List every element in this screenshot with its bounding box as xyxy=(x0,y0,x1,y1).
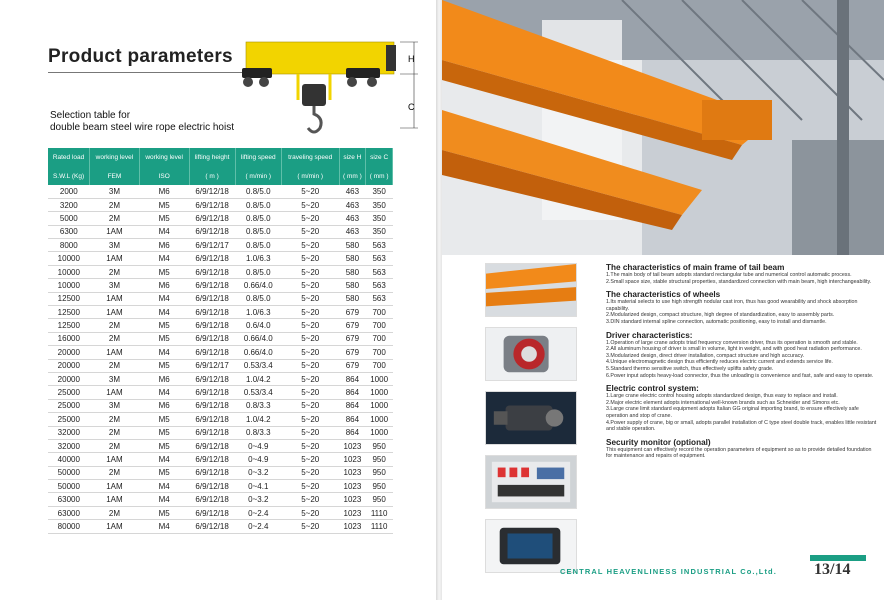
table-cell: 6/9/12/18 xyxy=(189,466,235,479)
table-row xyxy=(48,279,393,292)
table-cell: 0.8/5.0 xyxy=(235,292,281,305)
table-cell: 32000 xyxy=(48,439,90,452)
table-cell: 1AM xyxy=(90,292,140,305)
table-cell: 350 xyxy=(366,198,393,211)
dim-c-label: C xyxy=(408,102,415,112)
table-cell: 5~20 xyxy=(281,265,339,278)
table-cell: 5~20 xyxy=(281,480,339,493)
table-cell: 1110 xyxy=(366,506,393,519)
table-cell: 5~20 xyxy=(281,413,339,426)
table-cell: M5 xyxy=(139,319,189,332)
table-cell: 20000 xyxy=(48,372,90,385)
table-cell: M5 xyxy=(139,359,189,372)
section-body: 1.Its material selects to use high strength nodular cast iron, thus has good wearability and shock absorption capability. 2.Modularized design, compact structure, high degree of standardization, easy to assembly parts. 3.DIN standard internal spline connection, automatic positioning, easy to install and dismantle. xyxy=(606,299,858,325)
table-cell: 563 xyxy=(366,279,393,292)
thumbnail-column xyxy=(485,263,577,583)
table-cell: 6/9/12/18 xyxy=(189,252,235,265)
table-cell: 3M xyxy=(90,185,140,198)
table-cell: 679 xyxy=(339,319,366,332)
table-row xyxy=(48,239,393,252)
table-cell: 3200 xyxy=(48,198,90,211)
table-row xyxy=(48,359,393,372)
table-cell: 1AM xyxy=(90,346,140,359)
table-cell: 3M xyxy=(90,279,140,292)
table-cell: 6/9/12/18 xyxy=(189,265,235,278)
table-cell: 864 xyxy=(339,426,366,439)
table-cell: 5000 xyxy=(48,212,90,225)
table-cell: 5~20 xyxy=(281,319,339,332)
table-body xyxy=(48,185,393,533)
table-cell: M5 xyxy=(139,265,189,278)
table-cell: 5~20 xyxy=(281,306,339,319)
table-cell: 0~4.1 xyxy=(235,480,281,493)
table-cell: 350 xyxy=(366,212,393,225)
table-cell: 5~20 xyxy=(281,292,339,305)
table-cell: 6/9/12/18 xyxy=(189,439,235,452)
table-cell: 50000 xyxy=(48,466,90,479)
table-cell: M4 xyxy=(139,225,189,238)
section-title: The characteristics of wheels xyxy=(606,290,721,300)
table-cell: 5~20 xyxy=(281,520,339,533)
table-cell: 10000 xyxy=(48,279,90,292)
table-cell: 700 xyxy=(366,332,393,345)
table-cell: 16000 xyxy=(48,332,90,345)
table-cell: M4 xyxy=(139,453,189,466)
right-page xyxy=(442,0,884,600)
security-monitor-photo xyxy=(485,519,577,573)
table-cell: 63000 xyxy=(48,493,90,506)
table-cell: 1AM xyxy=(90,386,140,399)
table-cell: 2M xyxy=(90,212,140,225)
table-cell: 679 xyxy=(339,359,366,372)
table-cell: 6/9/12/18 xyxy=(189,399,235,412)
table-cell: 6/9/12/18 xyxy=(189,506,235,519)
company-name: CENTRAL HEAVENLINESS INDUSTRIAL Co.,Ltd. xyxy=(560,567,777,576)
th-size-c: size C xyxy=(366,148,393,167)
th-sub-fem: FEM xyxy=(90,167,140,185)
table-cell: 2M xyxy=(90,319,140,332)
table-cell: 0.53/3.4 xyxy=(235,386,281,399)
table-cell: M6 xyxy=(139,399,189,412)
table-cell: 5~20 xyxy=(281,279,339,292)
table-cell: 2M xyxy=(90,265,140,278)
table-cell: 63000 xyxy=(48,506,90,519)
table-cell: 1023 xyxy=(339,480,366,493)
table-cell: 50000 xyxy=(48,480,90,493)
table-cell: 580 xyxy=(339,292,366,305)
table-cell: 563 xyxy=(366,239,393,252)
th-sub-m: ( m ) xyxy=(189,167,235,185)
th-traveling-speed: traveling speed xyxy=(281,148,339,167)
table-cell: 563 xyxy=(366,292,393,305)
table-cell: M5 xyxy=(139,506,189,519)
table-cell: 5~20 xyxy=(281,372,339,385)
table-cell: 6/9/12/18 xyxy=(189,453,235,466)
table-cell: 80000 xyxy=(48,520,90,533)
table-cell: 580 xyxy=(339,252,366,265)
table-cell: 2M xyxy=(90,332,140,345)
tail-beam-photo xyxy=(485,263,577,317)
table-cell: M5 xyxy=(139,332,189,345)
table-cell: 700 xyxy=(366,306,393,319)
th-sub-mm-c: ( mm ) xyxy=(366,167,393,185)
table-cell: 950 xyxy=(366,466,393,479)
table-cell: 700 xyxy=(366,319,393,332)
table-cell: M5 xyxy=(139,212,189,225)
section-title: Security monitor (optional) xyxy=(606,437,711,447)
table-row xyxy=(48,306,393,319)
table-cell: 3M xyxy=(90,372,140,385)
table-cell: 950 xyxy=(366,493,393,506)
section-body: This equipment can effectively record the operation parameters of equipment so as to provide detailed foundation for maintenance and repairs of equipment. xyxy=(606,446,872,460)
table-cell: 2M xyxy=(90,359,140,372)
table-row xyxy=(48,265,393,278)
table-cell: M5 xyxy=(139,426,189,439)
table-cell: 1.0/6.3 xyxy=(235,306,281,319)
table-row xyxy=(48,225,393,238)
table-cell: 2M xyxy=(90,506,140,519)
table-cell: 0.8/3.3 xyxy=(235,426,281,439)
table-cell: 6/9/12/18 xyxy=(189,279,235,292)
table-cell: 5~20 xyxy=(281,466,339,479)
table-cell: 25000 xyxy=(48,413,90,426)
table-row xyxy=(48,493,393,506)
table-cell: 32000 xyxy=(48,426,90,439)
table-cell: 1023 xyxy=(339,506,366,519)
table-cell: 5~20 xyxy=(281,212,339,225)
table-cell: 5~20 xyxy=(281,439,339,452)
table-cell: 0.53/3.4 xyxy=(235,359,281,372)
page-number: 13/14 xyxy=(814,561,851,578)
table-cell: 950 xyxy=(366,453,393,466)
table-cell: 950 xyxy=(366,480,393,493)
table-cell: M5 xyxy=(139,466,189,479)
table-row xyxy=(48,506,393,519)
table-cell: M4 xyxy=(139,306,189,319)
table-cell: 6/9/12/18 xyxy=(189,292,235,305)
table-row xyxy=(48,292,393,305)
table-cell: 6/9/12/17 xyxy=(189,359,235,372)
table-cell: 6/9/12/18 xyxy=(189,426,235,439)
table-cell: 700 xyxy=(366,359,393,372)
table-cell: 1000 xyxy=(366,372,393,385)
table-cell: 864 xyxy=(339,372,366,385)
crane-photo xyxy=(442,0,884,255)
table-cell: M6 xyxy=(139,279,189,292)
table-cell: 580 xyxy=(339,265,366,278)
table-cell: 0.6/4.0 xyxy=(235,319,281,332)
table-cell: 1AM xyxy=(90,252,140,265)
table-cell: 6/9/12/18 xyxy=(189,225,235,238)
parameters-table xyxy=(48,148,393,534)
table-cell: 10000 xyxy=(48,265,90,278)
driver-motor-photo xyxy=(485,391,577,445)
table-cell: 864 xyxy=(339,413,366,426)
table-cell: 3M xyxy=(90,399,140,412)
table-cell: 5~20 xyxy=(281,453,339,466)
table-cell: M4 xyxy=(139,493,189,506)
table-cell: M4 xyxy=(139,386,189,399)
table-row xyxy=(48,332,393,345)
table-cell: 6/9/12/18 xyxy=(189,413,235,426)
dim-h-label: H xyxy=(408,54,415,64)
table-cell: 6/9/12/18 xyxy=(189,386,235,399)
table-cell: 2M xyxy=(90,439,140,452)
table-cell: M4 xyxy=(139,292,189,305)
table-row xyxy=(48,399,393,412)
table-cell: 5~20 xyxy=(281,506,339,519)
table-cell: 12500 xyxy=(48,306,90,319)
th-working-level-iso: working level xyxy=(139,148,189,167)
page-title: Product parameters xyxy=(48,46,233,67)
table-cell: M6 xyxy=(139,372,189,385)
table-cell: M4 xyxy=(139,346,189,359)
subtitle-line-2: double beam steel wire rope electric hoist xyxy=(50,122,234,133)
section-body: 1.Operation of large crane adopts triad frequency conversion driver, thus its operation is smooth and stable. 2.All aluminum housing of driver is small in volume, light in weight, and with good heat radiation performance. 3.Modularized design, direct driver installation, compact structure and high accuracy. 4.Unique electromagnetic design thus efficiently reduces electric current and extends service life. 5.Standard thermo sensitive switch, thus effectively uplifts safety grade. 6.Power input adopts heavy-load connector, thus the unloading is convenience and fast, safe and easy to operate. xyxy=(606,339,874,379)
table-cell: 20000 xyxy=(48,346,90,359)
table-row xyxy=(48,319,393,332)
table-cell: 580 xyxy=(339,239,366,252)
table-cell: 2M xyxy=(90,198,140,211)
table-cell: 1023 xyxy=(339,493,366,506)
table-cell: 1.0/4.2 xyxy=(235,372,281,385)
table-cell: 0~3.2 xyxy=(235,466,281,479)
table-cell: 6/9/12/18 xyxy=(189,306,235,319)
table-cell: 463 xyxy=(339,225,366,238)
table-row xyxy=(48,453,393,466)
table-row xyxy=(48,413,393,426)
table-cell: 5~20 xyxy=(281,426,339,439)
subtitle-line-1: Selection table for xyxy=(50,110,131,121)
table-cell: 0.8/5.0 xyxy=(235,225,281,238)
table-cell: 6/9/12/18 xyxy=(189,493,235,506)
table-cell: 0.8/5.0 xyxy=(235,185,281,198)
table-row xyxy=(48,212,393,225)
table-cell: 0.8/5.0 xyxy=(235,265,281,278)
table-row xyxy=(48,439,393,452)
table-cell: 3M xyxy=(90,239,140,252)
table-subheader-row xyxy=(48,167,393,185)
table-cell: 0.66/4.0 xyxy=(235,346,281,359)
table-row xyxy=(48,480,393,493)
left-page xyxy=(0,0,436,600)
table-cell: 6/9/12/18 xyxy=(189,346,235,359)
table-cell: 5~20 xyxy=(281,386,339,399)
table-cell: 1000 xyxy=(366,399,393,412)
table-cell: 5~20 xyxy=(281,346,339,359)
table-cell: 350 xyxy=(366,225,393,238)
th-rated-load: Rated load xyxy=(48,148,90,167)
table-cell: 10000 xyxy=(48,252,90,265)
table-cell: 0.66/4.0 xyxy=(235,332,281,345)
table-cell: 8000 xyxy=(48,239,90,252)
table-cell: 6/9/12/18 xyxy=(189,185,235,198)
table-header-row xyxy=(48,148,393,167)
table-cell: 679 xyxy=(339,346,366,359)
table-cell: 700 xyxy=(366,346,393,359)
table-cell: 5~20 xyxy=(281,185,339,198)
th-working-level-fem: working level xyxy=(90,148,140,167)
table-cell: 0.8/5.0 xyxy=(235,239,281,252)
table-row xyxy=(48,252,393,265)
table-cell: M5 xyxy=(139,439,189,452)
table-row xyxy=(48,386,393,399)
table-row xyxy=(48,185,393,198)
table-cell: 0~4.9 xyxy=(235,439,281,452)
section-body: 1.The main body of tail beam adopts standard rectangular tube and numerical control automatic process. 2.Small space size, stable structural properties, standardized connection with main beam, high interchangeability. xyxy=(606,272,872,285)
table-cell: 563 xyxy=(366,252,393,265)
hoist-diagram xyxy=(238,38,438,138)
table-cell: 1AM xyxy=(90,453,140,466)
table-cell: 6/9/12/18 xyxy=(189,212,235,225)
th-sub-mm-h: ( mm ) xyxy=(339,167,366,185)
section-title: Driver characteristics: xyxy=(606,330,693,340)
section-title: Electric control system: xyxy=(606,384,699,394)
table-cell: 25000 xyxy=(48,386,90,399)
table-cell: 1AM xyxy=(90,520,140,533)
table-cell: 12500 xyxy=(48,319,90,332)
table-cell: 463 xyxy=(339,212,366,225)
table-cell: 1000 xyxy=(366,413,393,426)
table-row xyxy=(48,466,393,479)
table-cell: 5~20 xyxy=(281,359,339,372)
table-cell: 1AM xyxy=(90,306,140,319)
table-cell: 5~20 xyxy=(281,493,339,506)
table-cell: M4 xyxy=(139,252,189,265)
table-cell: 1AM xyxy=(90,493,140,506)
table-cell: 6/9/12/18 xyxy=(189,332,235,345)
table-cell: 6/9/12/18 xyxy=(189,480,235,493)
table-cell: 0~2.4 xyxy=(235,506,281,519)
table-cell: 679 xyxy=(339,306,366,319)
table-cell: M6 xyxy=(139,239,189,252)
table-cell: 5~20 xyxy=(281,225,339,238)
wheel-photo xyxy=(485,327,577,381)
table-row xyxy=(48,426,393,439)
table-cell: 6/9/12/17 xyxy=(189,239,235,252)
table-cell: 5~20 xyxy=(281,332,339,345)
table-cell: 0~3.2 xyxy=(235,493,281,506)
table-cell: 25000 xyxy=(48,399,90,412)
table-cell: 0.66/4.0 xyxy=(235,279,281,292)
table-cell: 0.8/5.0 xyxy=(235,212,281,225)
table-cell: 5~20 xyxy=(281,239,339,252)
table-row xyxy=(48,198,393,211)
table-cell: 864 xyxy=(339,399,366,412)
table-cell: 1AM xyxy=(90,480,140,493)
table-cell: 6/9/12/18 xyxy=(189,372,235,385)
th-sub-iso: ISO xyxy=(139,167,189,185)
table-cell: 2000 xyxy=(48,185,90,198)
table-cell: 0.8/3.3 xyxy=(235,399,281,412)
table-cell: M6 xyxy=(139,185,189,198)
th-size-h: size H xyxy=(339,148,366,167)
characteristics-content xyxy=(606,262,878,465)
table-subtitle xyxy=(50,110,234,134)
table-cell: M4 xyxy=(139,480,189,493)
table-cell: 2M xyxy=(90,466,140,479)
table-cell: 0~4.9 xyxy=(235,453,281,466)
table-cell: 6/9/12/18 xyxy=(189,319,235,332)
table-cell: 1.0/6.3 xyxy=(235,252,281,265)
table-cell: 1110 xyxy=(366,520,393,533)
section-body: 1.Large crane electric control housing adopts standardized design, thus easy to replace and install. 2.Major electric element adopts international well-known brands such as Schneider and Simons etc. 3.Large crane limit standard equipment adopts Italian GG original importing brand, to ensure effectively safe operation and stop of crane. 4.Power supply of crane, big or small, adopts parallel installation of C type steel double track, enables little resistant and stable operation. xyxy=(606,393,877,433)
table-cell: 5~20 xyxy=(281,399,339,412)
th-sub-mmin-lift: ( m/min ) xyxy=(235,167,281,185)
table-cell: 679 xyxy=(339,332,366,345)
table-row xyxy=(48,520,393,533)
th-sub-swl: S.W.L (Kg) xyxy=(48,167,90,185)
table-cell: 6300 xyxy=(48,225,90,238)
table-cell: 0.8/5.0 xyxy=(235,198,281,211)
th-lifting-height: lifting height xyxy=(189,148,235,167)
table-cell: 864 xyxy=(339,386,366,399)
table-cell: 463 xyxy=(339,185,366,198)
table-cell: 6/9/12/18 xyxy=(189,198,235,211)
table-cell: 1AM xyxy=(90,225,140,238)
electric-control-photo xyxy=(485,455,577,509)
table-cell: 1000 xyxy=(366,386,393,399)
table-cell: 12500 xyxy=(48,292,90,305)
table-cell: 6/9/12/18 xyxy=(189,520,235,533)
table-cell: 5~20 xyxy=(281,198,339,211)
table-cell: 1023 xyxy=(339,466,366,479)
table-cell: 563 xyxy=(366,265,393,278)
table-cell: 2M xyxy=(90,413,140,426)
table-row xyxy=(48,372,393,385)
table-cell: M4 xyxy=(139,520,189,533)
table-cell: 5~20 xyxy=(281,252,339,265)
table-cell: 40000 xyxy=(48,453,90,466)
table-row xyxy=(48,346,393,359)
table-cell: 580 xyxy=(339,279,366,292)
section-title: The characteristics of main frame of tail beam xyxy=(606,263,785,272)
table-cell: 1023 xyxy=(339,439,366,452)
table-cell: M5 xyxy=(139,413,189,426)
table-cell: 1023 xyxy=(339,453,366,466)
th-sub-mmin-travel: ( m/min ) xyxy=(281,167,339,185)
table-cell: 0~2.4 xyxy=(235,520,281,533)
table-cell: 950 xyxy=(366,439,393,452)
table-cell: 20000 xyxy=(48,359,90,372)
th-lifting-speed: lifting speed xyxy=(235,148,281,167)
title-underline xyxy=(48,72,243,73)
table-cell: 2M xyxy=(90,426,140,439)
table-cell: 1023 xyxy=(339,520,366,533)
table-cell: 1000 xyxy=(366,426,393,439)
table-cell: M5 xyxy=(139,198,189,211)
table-cell: 463 xyxy=(339,198,366,211)
table-cell: 350 xyxy=(366,185,393,198)
table-cell: 1.0/4.2 xyxy=(235,413,281,426)
